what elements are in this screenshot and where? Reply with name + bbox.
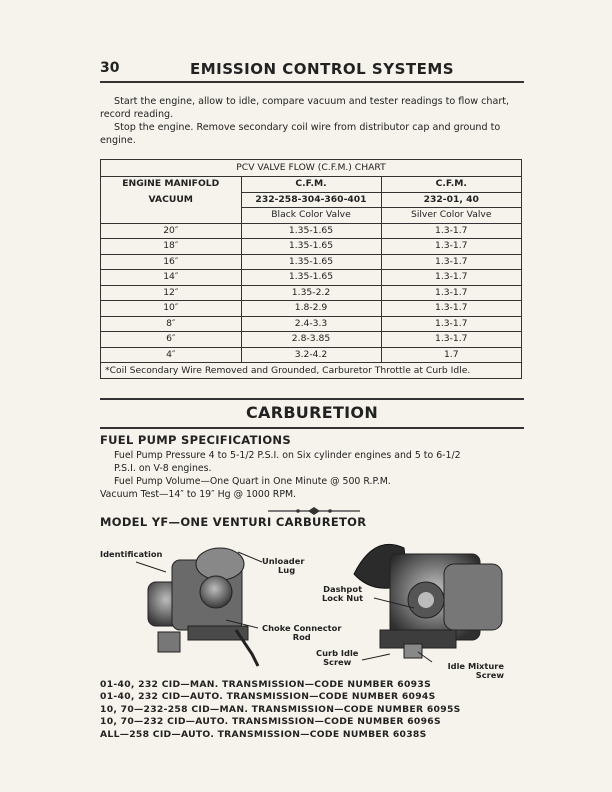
label-choke-connector-rod xyxy=(262,624,341,642)
list-item: 01-40, 232 CID—MAN. TRANSMISSION—CODE NUMBER 6093S xyxy=(100,679,431,690)
black-cfm-cell: 1.35-1.65 xyxy=(241,223,381,239)
vacuum-cell: 14″ xyxy=(101,270,241,286)
silver-cfm-cell: 1.7 xyxy=(381,347,521,363)
carburetion-title: CARBURETION xyxy=(245,403,379,422)
silver-cfm-cell: 1.3-1.7 xyxy=(381,254,521,270)
chart-title: PCV VALVE FLOW (C.F.M.) CHART xyxy=(101,160,521,177)
black-cfm-cell: 2.4-3.3 xyxy=(241,316,381,332)
fuel-pump-title: FUEL PUMP SPECIFICATIONS xyxy=(100,433,291,447)
intro-line-3: Stop the engine. Remove secondary coil wire from distributor cap and ground to xyxy=(114,122,501,133)
label-dashpot-1: Dashpot xyxy=(323,584,363,594)
fp-line-3: Fuel Pump Volume—One Quart in One Minute @ 500 R.P.M. xyxy=(114,476,391,487)
vacuum-cell: 10″ xyxy=(101,301,241,317)
header-vacuum: VACUUM xyxy=(148,193,193,205)
page-number: 30 xyxy=(100,60,120,76)
label-curb-2: Screw xyxy=(323,657,352,667)
chart-footnote: *Coil Secondary Wire Removed and Grounded, Carburetor Throttle at Curb Idle. xyxy=(101,363,521,381)
vacuum-cell: 6″ xyxy=(101,332,241,348)
list-item: ALL—258 CID—AUTO. TRANSMISSION—CODE NUMBER 6038S xyxy=(100,728,427,740)
black-cfm-cell: 1.8-2.9 xyxy=(241,301,381,317)
label-identification: Identification xyxy=(100,549,163,559)
vacuum-cell: 8″ xyxy=(101,316,241,332)
black-cfm-cell: 1.35-2.2 xyxy=(241,285,381,301)
label-unloader-2: Lug xyxy=(278,565,296,575)
fp-line-1: Fuel Pump Pressure 4 to 5-1/2 P.S.I. on Six cylinder engines and 5 to 6-1/2 xyxy=(114,450,461,461)
silver-cfm-cell: 1.3-1.7 xyxy=(381,270,521,286)
label-choke-1: Choke Connector xyxy=(262,623,342,633)
black-cfm-cell: 1.35-1.65 xyxy=(241,254,381,270)
label-dashpot-lock-nut xyxy=(322,585,363,603)
page-title: EMISSION CONTROL SYSTEMS xyxy=(190,60,455,78)
silver-cfm-cell: 1.3-1.7 xyxy=(381,301,521,317)
black-cfm-cell: 1.35-1.65 xyxy=(241,270,381,286)
vacuum-cell: 12″ xyxy=(101,285,241,301)
label-curb-idle-screw xyxy=(316,649,358,667)
silver-cfm-cell: 1.3-1.7 xyxy=(381,285,521,301)
intro-line-2: record reading. xyxy=(100,109,174,120)
list-item: 10, 70—232-258 CID—MAN. TRANSMISSION—CODE NUMBER 6095S xyxy=(100,703,461,715)
header-cfm-black: C.F.M. xyxy=(241,177,381,193)
fp-line-4: Vacuum Test—14″ to 19″ Hg @ 1000 RPM. xyxy=(100,489,297,500)
silver-cfm-cell: 1.3-1.7 xyxy=(381,239,521,255)
label-idle-mixture-screw xyxy=(432,662,504,680)
list-item: 01-40, 232 CID—AUTO. TRANSMISSION—CODE NUMBER 6094S xyxy=(100,691,436,703)
intro-line-1: Start the engine, allow to idle, compare vacuum and tester readings to flow chart, xyxy=(114,96,510,107)
label-dashpot-2: Lock Nut xyxy=(322,593,364,603)
header-silver-models: 232-01, 40 xyxy=(381,192,521,208)
vacuum-cell: 16″ xyxy=(101,254,241,270)
code-number-list xyxy=(100,679,461,741)
header-black-models: 232-258-304-360-401 xyxy=(241,192,381,208)
label-idle-1: Idle Mixture xyxy=(447,661,504,671)
silver-cfm-cell: 1.3-1.7 xyxy=(381,316,521,332)
black-cfm-cell: 3.2-4.2 xyxy=(241,347,381,363)
header-engine-manifold: ENGINE MANIFOLD xyxy=(122,178,220,190)
label-idle-2: Screw xyxy=(475,670,504,680)
black-cfm-cell: 1.35-1.65 xyxy=(241,239,381,255)
silver-cfm-cell: 1.3-1.7 xyxy=(381,332,521,348)
vacuum-cell: 4″ xyxy=(101,347,241,363)
header-silver-valve: Silver Color Valve xyxy=(381,208,521,224)
header-black-valve: Black Color Valve xyxy=(241,208,381,224)
label-unloader-lug xyxy=(262,557,304,575)
vacuum-cell: 18″ xyxy=(101,239,241,255)
label-curb-1: Curb Idle xyxy=(316,648,359,658)
fp-line-2: P.S.I. on V-8 engines. xyxy=(114,463,212,474)
header-cfm-silver: C.F.M. xyxy=(381,177,521,193)
label-unloader-1: Unloader xyxy=(262,556,305,566)
black-cfm-cell: 2.8-3.85 xyxy=(241,332,381,348)
vacuum-cell: 20″ xyxy=(101,223,241,239)
list-item: 10, 70—232 CID—AUTO. TRANSMISSION—CODE NUMBER 6096S xyxy=(100,716,441,728)
intro-line-4: engine. xyxy=(100,135,136,146)
model-title: MODEL YF—ONE VENTURI CARBURETOR xyxy=(100,515,367,529)
silver-cfm-cell: 1.3-1.7 xyxy=(381,223,521,239)
label-choke-2: Rod xyxy=(292,632,311,642)
